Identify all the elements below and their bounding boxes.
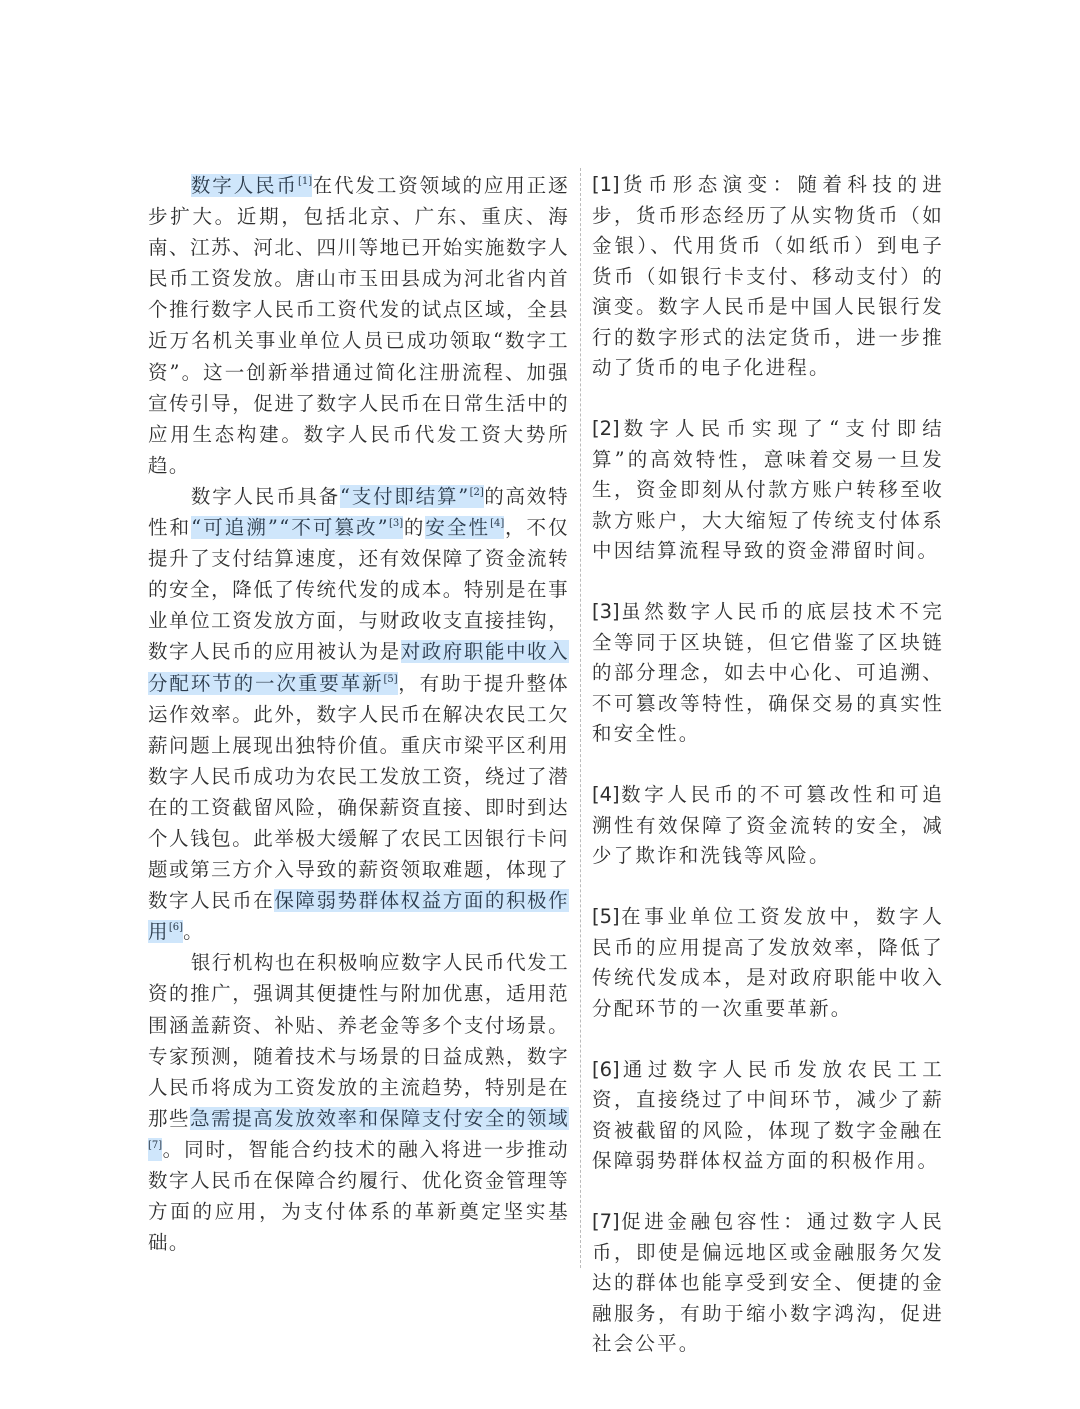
footnote — [592, 170, 944, 384]
text-segment: 安全性 — [425, 516, 491, 540]
text-segment: 急需提高发放效率和保障支付安全的领域 — [190, 1106, 569, 1130]
text-segment: 的高效特性和 — [148, 484, 569, 540]
text-segment: 对政府职能中收入分配环节的一次重要革新 — [148, 640, 569, 695]
footnote-number: [6] — [592, 1057, 620, 1081]
text-segment: “支付即结算” — [339, 484, 470, 508]
footnote-number: [7] — [592, 1210, 620, 1233]
text-segment: 的 — [403, 516, 426, 540]
body-text — [191, 485, 340, 508]
highlighted-text — [191, 174, 312, 197]
text-segment: ，有助于提升整体运作效率。此外，数字人民币在解决农民工欠薪问题上展现出独特价值。重庆市梁平区利用数字人民币成功为农民工发放工资，绕过了潜在的工资截留风险，确保薪资直接、即时到达个人钱包。此举极大缓解了农民工因银行卡问题或第三方介入导致的薪资领取难题，体现了数字人民币在 — [148, 671, 569, 913]
footnote — [592, 780, 944, 872]
text-segment: 在代发工资领域的应用正逐步扩大。近期，包括北京、广东、重庆、海南、江苏、河北、四川等地已开始实施数字人民币工资发放。唐山市玉田县成为河北省内首个推行数字人民币工资代发的试点区域，全县近万名机关事业单位人员已成功领取“数字工资”。这一创新举措通过简化注册流程、加强宣传引导，促进了数字人民币在日常生活中的应用生态构建。数字人民币代发工资大势所趋。 — [148, 174, 569, 477]
citation-ref[interactable]: [2] — [469, 486, 484, 498]
footnote-text: 货币形态演变：随着科技的进步，货币形态经历了从实物货币（如金银）、代用货币（如纸币）到电子货币（如银行卡支付、移动支付）的演变。数字人民币是中国人民银行发行的数字形式的法定货币，进一步推动了货币的电子化进程。 — [592, 173, 944, 379]
body-paragraph — [148, 947, 569, 1258]
body-text — [148, 951, 569, 1129]
citation-ref[interactable]: [6] — [168, 922, 184, 934]
notes-column — [592, 170, 944, 1390]
text-segment: 数字人民币 — [190, 174, 298, 197]
footnote-text: 在事业单位工资发放中，数字人民币的应用提高了发放效率，降低了传统代发成本，是对政府职能中收入分配环节的一次重要革新。 — [592, 905, 944, 1020]
footnote-number: [2] — [592, 417, 620, 440]
citation-ref[interactable]: [4] — [490, 518, 505, 530]
main-text-column — [148, 170, 569, 1258]
footnote-text: 通过数字人民币发放农民工工资，直接绕过了中间环节，减少了薪资被截留的风险，体现了数字金融在保障弱势群体权益方面的积极作用。 — [592, 1057, 944, 1172]
body-paragraph — [148, 481, 569, 947]
citation-ref[interactable]: [3] — [388, 518, 404, 530]
citation-ref[interactable]: [5] — [383, 673, 398, 685]
body-paragraph — [148, 170, 569, 481]
footnote — [592, 414, 944, 567]
footnote — [592, 597, 944, 750]
body-text — [183, 920, 204, 943]
text-segment: 。 — [183, 920, 204, 944]
text-segment: 保障弱势群体权益方面的积极作用 — [148, 889, 569, 944]
footnote-number: [3] — [592, 600, 620, 623]
citation-ref[interactable]: [1] — [297, 176, 313, 187]
text-segment: “可追溯”“不可篡改” — [191, 516, 389, 540]
highlighted-text — [191, 516, 403, 539]
footnote-number: [4] — [592, 783, 620, 806]
body-text — [148, 1138, 569, 1254]
column-divider — [580, 168, 581, 1268]
body-text — [148, 672, 569, 913]
highlighted-text — [425, 516, 504, 539]
footnote — [592, 1207, 944, 1360]
footnote-text: 虽然数字人民币的底层技术不完全等同于区块链，但它借鉴了区块链的部分理念，如去中心化、可追溯、不可篡改等特性，确保交易的真实性和安全性。 — [592, 600, 944, 745]
footnote-number: [1] — [592, 173, 620, 196]
text-segment: ，不仅提升了支付结算速度，还有效保障了资金流转的安全，降低了传统代发的成本。特别是在事业单位工资发放方面，与财政收支直接挂钩，数字人民币的应用被认为是 — [148, 516, 570, 664]
footnote-text: 促进金融包容性：通过数字人民币，即使是偏远地区或金融服务欠发达的群体也能享受到安全、便捷的金融服务，有助于缩小数字鸿沟，促进社会公平。 — [592, 1210, 944, 1355]
highlighted-text — [340, 485, 484, 508]
text-segment: 银行机构也在积极响应数字人民币代发工资的推广，强调其便捷性与附加优惠，适用范围涵盖薪资、补贴、养老金等多个支付场景。专家预测，随着技术与场景的日益成熟，数字人民币将成为工资发放的主流趋势，特别是在那些 — [148, 951, 569, 1130]
footnote — [592, 1055, 944, 1177]
citation-ref[interactable]: [7] — [148, 1139, 163, 1151]
text-segment: 数字人民币具备 — [190, 484, 340, 508]
footnote-text: 数字人民币的不可篡改性和可追溯性有效保障了资金流转的安全，减少了欺诈和洗钱等风险。 — [592, 783, 944, 867]
body-text — [148, 174, 569, 477]
footnote — [592, 902, 944, 1024]
body-text — [403, 516, 425, 539]
footnote-number: [5] — [592, 905, 620, 928]
footnote-text: 数字人民币实现了“支付即结算”的高效特性，意味着交易一旦发生，资金即刻从付款方账户转移至收款方账户，大大缩短了传统支付体系中因结算流程导致的资金滞留时间。 — [592, 417, 944, 562]
text-segment: 。同时，智能合约技术的融入将进一步推动数字人民币在保障合约履行、优化资金管理等方面的应用，为支付体系的革新奠定坚实基础。 — [148, 1137, 569, 1255]
